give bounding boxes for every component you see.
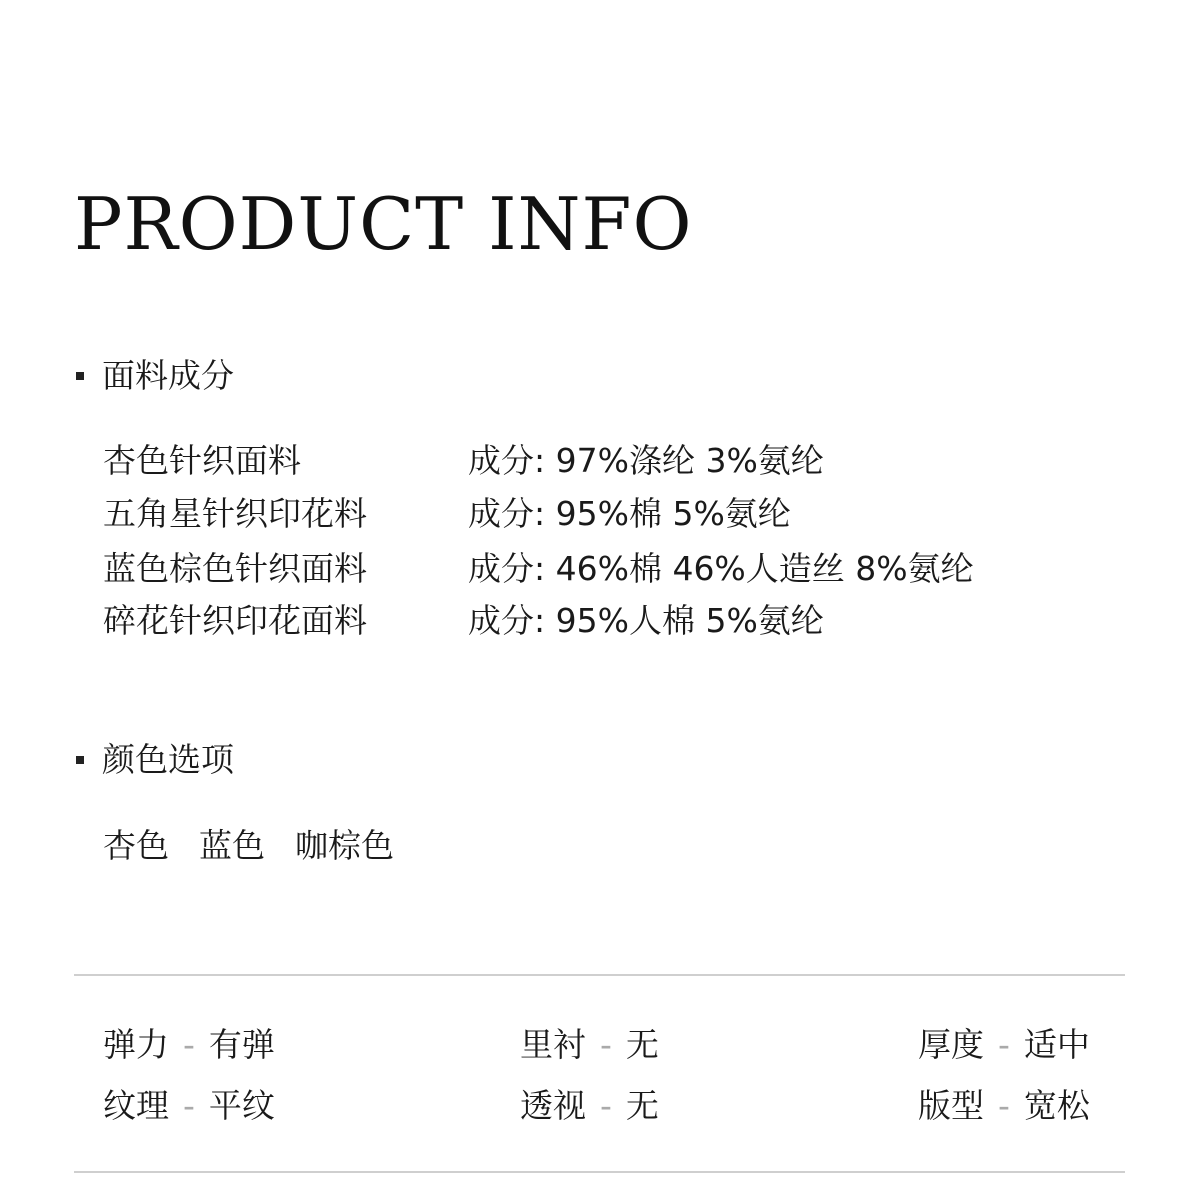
attribute-label: 版型: [918, 1086, 984, 1125]
attribute-value: 有弹: [208, 1025, 275, 1064]
color-option: 蓝色: [199, 826, 265, 865]
attribute-separator: -: [183, 1025, 195, 1064]
attribute-label: 透视: [520, 1086, 586, 1125]
bullet-square-icon: [76, 756, 84, 764]
divider-bottom: [74, 1171, 1125, 1173]
attribute-label: 纹理: [103, 1086, 169, 1125]
color-option: 杏色: [103, 826, 169, 865]
attribute-texture: [103, 1086, 275, 1126]
attribute-value: 平纹: [208, 1086, 275, 1125]
bullet-square-icon: [76, 372, 84, 380]
color-options: [103, 826, 424, 866]
fabric-name: 碎花针织印花面料: [103, 601, 367, 640]
attribute-separator: -: [600, 1025, 612, 1064]
fabric-composition: 成分: 95%人棉 5%氨纶: [468, 601, 824, 640]
attribute-fit: [918, 1086, 1090, 1126]
attribute-label: 厚度: [918, 1025, 984, 1064]
fabric-name: 五角星针织印花料: [103, 494, 367, 533]
attribute-sheerness: [520, 1086, 659, 1126]
attribute-separator: -: [183, 1086, 195, 1125]
fabric-composition: 成分: 97%涤纶 3%氨纶: [468, 441, 824, 480]
fabric-composition: 成分: 46%棉 46%人造丝 8%氨纶: [468, 549, 974, 588]
color-heading-label: 颜色选项: [102, 740, 234, 779]
fabric-heading-label: 面料成分: [102, 356, 234, 395]
attribute-thickness: [918, 1025, 1090, 1065]
attribute-label: 里衬: [520, 1025, 586, 1064]
attribute-elasticity: [103, 1025, 275, 1065]
color-section-heading: [76, 740, 234, 780]
divider-top: [74, 974, 1125, 976]
attribute-label: 弹力: [103, 1025, 169, 1064]
page-title: PRODUCT INFO: [74, 182, 693, 266]
attribute-lining: [520, 1025, 659, 1065]
fabric-name: 蓝色棕色针织面料: [103, 549, 367, 588]
attribute-value: 适中: [1023, 1025, 1090, 1064]
attribute-value: 宽松: [1023, 1086, 1090, 1125]
fabric-section-heading: [76, 356, 234, 396]
fabric-composition: 成分: 95%棉 5%氨纶: [468, 494, 791, 533]
color-option: 咖棕色: [295, 826, 394, 865]
attribute-value: 无: [625, 1086, 659, 1125]
fabric-name: 杏色针织面料: [103, 441, 301, 480]
attribute-value: 无: [625, 1025, 659, 1064]
attribute-separator: -: [600, 1086, 612, 1125]
attribute-separator: -: [998, 1086, 1010, 1125]
attribute-separator: -: [998, 1025, 1010, 1064]
